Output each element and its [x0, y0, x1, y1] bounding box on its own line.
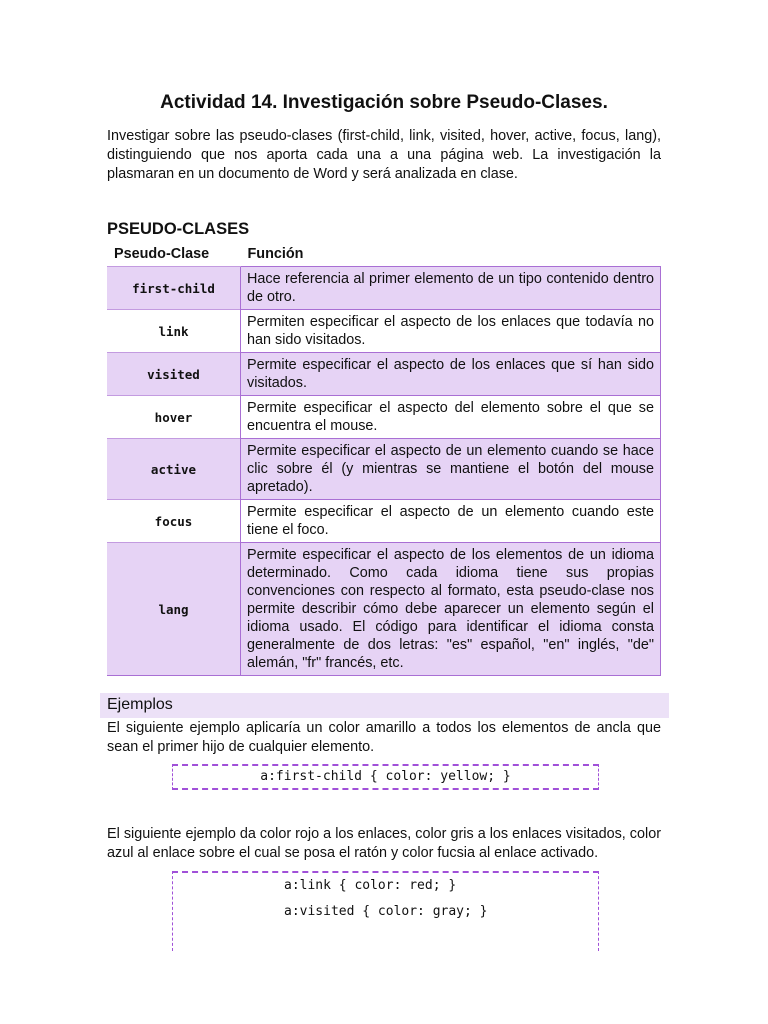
code-line: a:link { color: red; } — [284, 878, 457, 893]
table-row — [107, 310, 661, 353]
pseudo-class-description: Permite especificar el aspecto de un elemento cuando este tiene el foco. — [241, 500, 661, 543]
table-row — [107, 543, 661, 676]
table-row — [107, 267, 661, 310]
intro-paragraph: Investigar sobre las pseudo-clases (first-child, link, visited, hover, active, focus, lang), distinguiendo que nos aporta cada una a una página web. La investigación la plasmaran en un documento de Word y será analizada en clase. — [107, 128, 661, 182]
code-line: a:visited { color: gray; } — [284, 904, 488, 919]
pseudo-class-description: Permite especificar el aspecto de los enlaces que sí han sido visitados. — [241, 353, 661, 396]
pseudo-class-description: Permite especificar el aspecto del elemento sobre el que se encuentra el mouse. — [241, 396, 661, 439]
table-row — [107, 353, 661, 396]
example-2-description: El siguiente ejemplo da color rojo a los enlaces, color gris a los enlaces visitados, color azul al enlace sobre el cual se posa el ratón y color fucsia al enlace activado. — [107, 826, 661, 861]
pseudo-class-description: Permite especificar el aspecto de un elemento cuando se hace clic sobre él (y mientras se mantiene el botón del mouse apretado). — [241, 439, 661, 500]
column-header-funcion: Función — [247, 245, 304, 262]
pseudo-class-description: Permiten especificar el aspecto de los enlaces que todavía no han sido visitados. — [241, 310, 661, 353]
pseudo-class-name: visited — [107, 353, 241, 396]
table-row — [107, 500, 661, 543]
column-header-pseudo-clase: Pseudo-Clase — [114, 245, 210, 262]
examples-heading-bar — [100, 693, 669, 718]
code-block-1 — [172, 764, 599, 790]
section-title: PSEUDO-CLASES — [107, 220, 250, 238]
pseudo-class-description: Hace referencia al primer elemento de un tipo contenido dentro de otro. — [241, 267, 661, 310]
pseudo-class-name: active — [107, 439, 241, 500]
table-row — [107, 439, 661, 500]
code-line: a:first-child { color: yellow; } — [260, 769, 511, 784]
pseudo-class-name: focus — [107, 500, 241, 543]
examples-heading: Ejemplos — [107, 696, 173, 713]
pseudo-class-name: first-child — [107, 267, 241, 310]
pseudo-class-name: lang — [107, 543, 241, 676]
pseudo-class-name: hover — [107, 396, 241, 439]
table-row — [107, 396, 661, 439]
pseudo-class-description: Permite especificar el aspecto de los elementos de un idioma determinado. Como cada idioma tiene sus propias convenciones con respecto al formato, esta pseudo-clase nos permite describir cómo debe aparecer un elemento según el idioma usado. El código para identificar el idioma consta generalmente de dos letras: "es" español, "en" inglés, "de" alemán, "fr" francés, etc. — [241, 543, 661, 676]
page-title: Actividad 14. Investigación sobre Pseudo-Clases. — [160, 92, 608, 113]
pseudo-class-name: link — [107, 310, 241, 353]
example-1-description: El siguiente ejemplo aplicaría un color amarillo a todos los elementos de ancla que sean el primer hijo de cualquier elemento. — [107, 720, 661, 755]
pseudo-classes-table — [107, 241, 661, 676]
code-block-2 — [172, 871, 599, 951]
